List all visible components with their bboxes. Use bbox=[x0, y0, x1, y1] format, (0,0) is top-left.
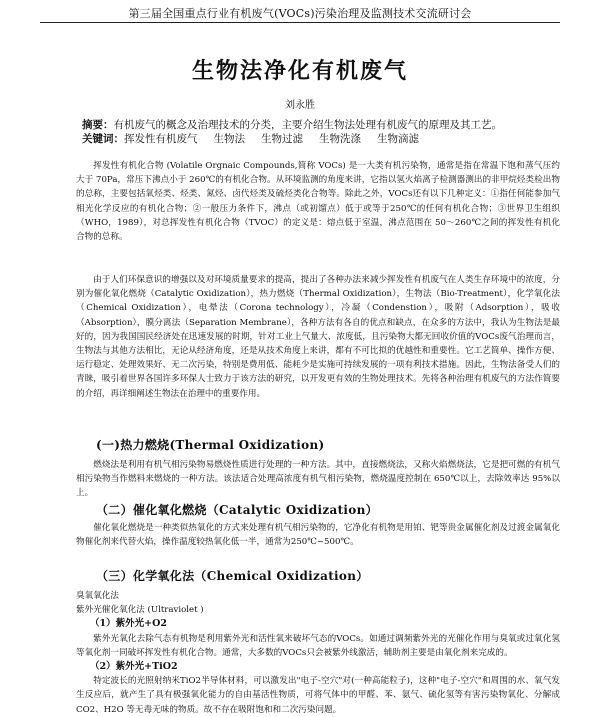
paragraph: 挥发性有机化合物 (Volatile Orgnaic Compounds,简称 VOCs) 是一大类有机污染物，通常是指在常温下饱和蒸气压约大于 70Pa，常压下沸点小于 260℃的有机化合物。从环境监测的角度来讲，它指以氢火焰离子检测器测出的非甲烷烃类检出物的总称，主要包括氧烃类、烃类、氮烃、卤代烃类及硫烃类化合物等。除此之外，VOCs还有以下几种定义：①指任何能参加气相光化学反应的有机化合物；②一般压力条件下，沸点（或初馏点）低于或等于250℃的任何有机化合物；③世界卫生组织（WHO，1989），对总挥发性有机化合物（TVOC）的定义是：熔点低于室温，沸点范围在 50～260℃之间的挥发性有机化合物的总称。 bbox=[76, 161, 560, 243]
abstract bbox=[82, 118, 552, 132]
paragraph: 特定波长的光照射纳米TiO2半导体材料，可以激发出"电子-空穴"对(一种高能粒子)，这种"电子-空穴"和周围的水、氧气发生反应后，就产生了具有极强氧化能力的自由基活性物质，可将气体中的甲醛、苯、氨气、硫化氢等有害污染物氧化、分解成 CO2、H2O 等无毒无味的物质。故不存在吸附饱和和二次污染问题。 bbox=[76, 676, 560, 715]
intro-paragraph-2 bbox=[76, 273, 560, 401]
method-uv: 紫外光催化氧化法 (Ultraviolet ) bbox=[76, 605, 204, 616]
abstract-label: 摘要： bbox=[82, 119, 114, 131]
paragraph: 燃烧法是利用有机气相污染物易燃烧性质进行处理的一种方法。其中，直接燃烧法，又称火焰燃烧法，它是把可燃的有机气相污染物当作燃料来燃烧的一种方法。该法适合处理高浓度有机气相污染物，燃烧温度控制在 650℃以上，去除效率达 95%以上。 bbox=[76, 460, 560, 499]
subheading-uv-tio2: （2）紫外光+TiO2 bbox=[90, 661, 178, 673]
keywords bbox=[82, 132, 552, 146]
article-title: 生物法净化有机废气 bbox=[191, 58, 408, 84]
keywords-label: 关键词： bbox=[82, 133, 124, 145]
keyword: 生物法 bbox=[213, 133, 245, 145]
paragraph: 紫外光氧化去除气态有机物是利用紫外光和活性氧来破坏气态的VOCs。如通过调频紫外光的光催化作用与臭氧或过氧化氢等氧化剂一同破坏挥发性有机化合物。通常，大多数的VOCs只会被紫外线激活，辅助剂主要是由氧化剂来完成的。 bbox=[76, 633, 560, 658]
keyword: 生物过滤 bbox=[261, 133, 303, 145]
method-ozone: 臭氧氧化法 bbox=[76, 591, 119, 601]
article-author: 刘永胜 bbox=[285, 100, 315, 111]
subheading-uv-o2: （1）紫外光+O2 bbox=[90, 618, 167, 630]
section-heading-catalytic: （二）催化氧化燃烧（Catalytic Oxidization） bbox=[96, 503, 378, 517]
keyword: 生物滴滤 bbox=[377, 133, 419, 145]
running-head: 第三届全国重点行业有机废气(VOCs)污染治理及监测技术交流研讨会 bbox=[128, 7, 472, 20]
paragraph: 催化氧化燃烧是一种类似热氧化的方式来处理有机气相污染物的，它净化有机物是用铂、钯等贵金属催化剂及过渡金属氧化物催化剂来代替火焰，操作温度较热氧化低一半，通常为250℃~500℃。 bbox=[76, 523, 560, 548]
section-chemical-text bbox=[76, 589, 560, 717]
keyword: 生物洗涤 bbox=[319, 133, 361, 145]
paragraph: 由于人们环保意识的增强以及对环境质量要求的提高，提出了各种办法来减少挥发性有机废气在人类生存环境中的浓度，分别为催化氧化燃烧（Catalytic Oxidization），热力燃烧（Thermal Oxidization），生物法（Bio-Treatment），化学氧化法（Chemical Oxidization），电晕法（Corona technology），冷凝（Condenstion），吸附（Adsorption），吸收（Absorption），膜分离法（Separation Membrane），各种方法有各自的优点和缺点，在众多的方法中，我认为生物法是最好的，因为我国国民经济处在迅速发展的时期，针对工业上气量大、浓度低，且污染物大都无回收价值的VOCs废气治理而言，生物法与其他方法相比，无论从经济角度，还是从技术角度上来讲，都有不可比拟的优越性和重要性。它工艺简单、操作方便、运行稳定、处理效果好、无二次污染，特别是费用低、能耗少是实施可持续发展的一项有利技术措施。因此，生物法备受人们的青睐，吸引着世界各国许多环保人士致力于该方法的研究，以开发更有效的生物处理技术。先将各种治理有机废气的方法作简要的介绍，再详细阐述生物法在治理中的重要作用。 bbox=[76, 275, 560, 399]
section-thermal-text bbox=[76, 458, 560, 501]
section-heading-thermal: (一)热力燃烧(Thermal Oxidization) bbox=[96, 438, 325, 452]
section-catalytic-text bbox=[76, 521, 560, 549]
section-heading-chemical: （三）化学氧化法（Chemical Oxidization） bbox=[96, 569, 369, 583]
keyword: 挥发性有机废气 bbox=[124, 133, 198, 145]
intro-paragraph-1 bbox=[76, 159, 560, 244]
header-rule bbox=[40, 22, 560, 23]
abstract-text: 有机废气的概念及治理技术的分类，主要介绍生物法处理有机废气的原理及其工艺。 bbox=[113, 119, 502, 131]
